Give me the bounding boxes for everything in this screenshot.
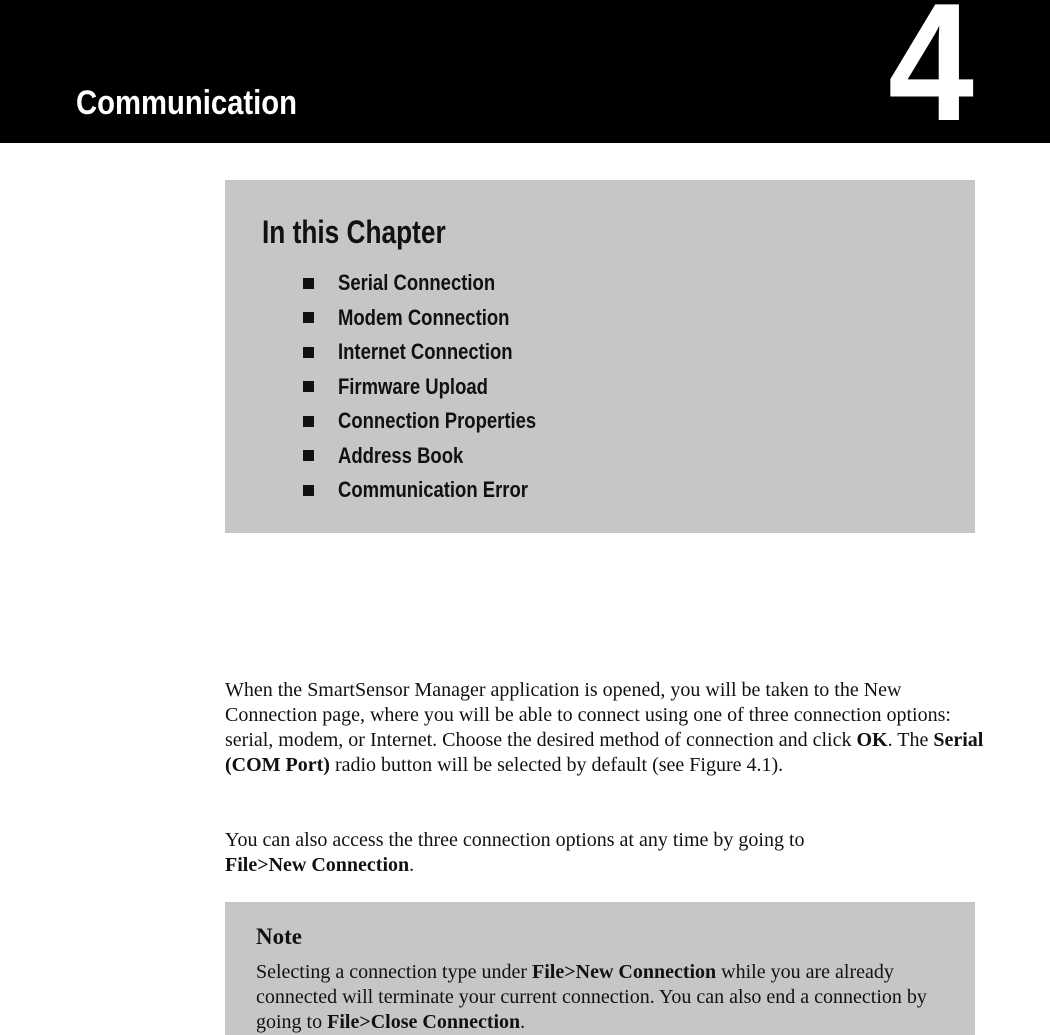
square-bullet-icon (303, 450, 314, 461)
chapter-number: 4 (888, 0, 974, 156)
square-bullet-icon (303, 312, 314, 323)
note-title: Note (256, 924, 302, 949)
toc-item-label: Internet Connection (338, 339, 513, 365)
ok-term: OK (856, 729, 888, 751)
chapter-header (0, 0, 1050, 156)
intro-paragraph: When the SmartSensor Manager application is opened, you will be taken to the New Connection page, where you will be able to connect using one of three connection options: serial, modem, or Internet. Choose the desired method of connection and click OK. The Serial (COM Port) radio button will be selected by default (see Figure 4.1). (225, 679, 984, 776)
toc-item-firmware-upload (303, 370, 574, 405)
toc-item-label: Communication Error (338, 477, 528, 503)
file-new-connection-term: File>New Connection (532, 961, 717, 983)
serial-com-port-term: Serial (COM Port) (225, 729, 984, 776)
note-box (225, 902, 975, 1035)
toc-list (303, 266, 574, 508)
access-paragraph: You can also access the three connection options at any time by going to File>New Connection. (225, 829, 805, 876)
square-bullet-icon (303, 278, 314, 289)
toc-item-connection-properties (303, 404, 574, 439)
toc-item-label: Modem Connection (338, 304, 510, 330)
note-text: Selecting a connection type under File>New Connection while you are already connected will terminate your current connection. You can also end a connection by going to File>Close Connection. (256, 961, 927, 1033)
toc-item-address-book (303, 439, 574, 474)
in-this-chapter-box (225, 180, 975, 533)
file-close-connection-term: File>Close Connection (327, 1011, 521, 1033)
toc-item-serial-connection (303, 266, 574, 301)
toc-item-modem-connection (303, 301, 574, 336)
toc-item-internet-connection (303, 335, 574, 370)
square-bullet-icon (303, 485, 314, 496)
toc-item-label: Address Book (338, 442, 464, 468)
square-bullet-icon (303, 416, 314, 427)
toc-item-label: Serial Connection (338, 270, 496, 296)
square-bullet-icon (303, 381, 314, 392)
square-bullet-icon (303, 347, 314, 358)
toc-item-label: Connection Properties (338, 408, 537, 434)
toc-item-communication-error (303, 473, 574, 508)
chapter-title: Communication (76, 84, 297, 122)
toc-item-label: Firmware Upload (338, 373, 488, 399)
toc-heading: In this Chapter (262, 214, 446, 250)
file-new-connection-term: File>New Connection (225, 854, 410, 876)
